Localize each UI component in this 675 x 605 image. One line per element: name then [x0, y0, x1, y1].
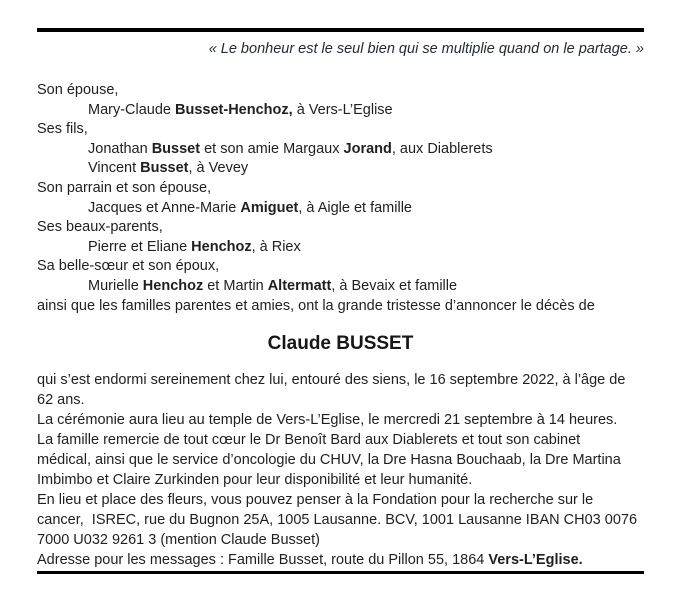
- text-line: 62 ans.: [37, 392, 85, 409]
- text-line: Pierre et Eliane Henchoz, à Riex: [88, 238, 301, 255]
- epigraph-quote: « Le bonheur est le seul bien qui se multiplie quand on le partage. »: [208, 41, 644, 57]
- text-line: Son parrain et son épouse,: [37, 179, 212, 196]
- text-line: Ses beaux-parents,: [37, 219, 163, 236]
- family-list: [37, 81, 644, 316]
- text-line: médical, ainsi que le service d’oncologie du CHUV, la Dre Hasna Bouchaab, la Dre Martina: [37, 452, 621, 469]
- text-line: Vincent Busset, à Vevey: [88, 160, 249, 177]
- top-rule: [37, 28, 644, 32]
- text-line: En lieu et place des fleurs, vous pouvez penser à la Fondation pour la recherche sur le: [37, 492, 594, 509]
- text-line: Son épouse,: [37, 82, 119, 98]
- text-line: Ses fils,: [37, 121, 88, 138]
- text-line: 7000 U032 9261 3 (mention Claude Busset): [37, 532, 320, 549]
- text-line: Adresse pour les messages : Famille Busset, route du Pillon 55, 1864 Vers-L’Eglise.: [37, 552, 583, 569]
- text-line: Jacques et Anne-Marie Amiguet, à Aigle et famille: [88, 199, 412, 216]
- text-line: ainsi que les familles parentes et amies, ont la grande tristesse d’annoncer le décès de: [37, 297, 595, 314]
- text-line: cancer, ISREC, rue du Bugnon 25A, 1005 Lausanne. BCV, 1001 Lausanne IBAN CH03 0076: [37, 512, 638, 529]
- text-line: La famille remercie de tout cœur le Dr Benoît Bard aux Diablerets et tout son cabinet: [37, 432, 581, 449]
- text-line: Imbimbo et Claire Zurkinden pour leur disponibilité et leur humanité.: [37, 472, 473, 489]
- deceased-name: Claude BUSSET: [267, 333, 414, 355]
- text-line: La cérémonie aura lieu au temple de Vers-L’Eglise, le mercredi 21 septembre à 14 heures.: [37, 412, 618, 429]
- text-line: Mary-Claude Busset-Henchoz, à Vers-L’Eglise: [88, 101, 393, 118]
- text-line: Murielle Henchoz et Martin Altermatt, à Bevaix et famille: [88, 277, 458, 294]
- announcement-body: [37, 370, 644, 570]
- bottom-rule: [37, 571, 644, 574]
- text-line: qui s’est endormi sereinement chez lui, entouré des siens, le 16 septembre 2022, à l’âge de: [37, 372, 626, 389]
- text-line: Sa belle-sœur et son époux,: [37, 258, 220, 275]
- text-line: Jonathan Busset et son amie Margaux Jorand, aux Diablerets: [88, 140, 493, 157]
